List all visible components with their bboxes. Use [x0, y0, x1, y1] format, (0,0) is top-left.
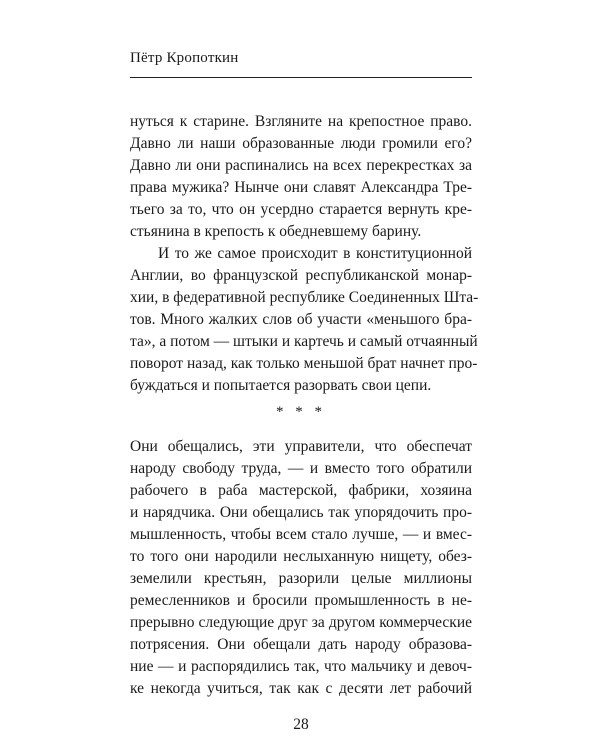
text-line: нуться к старине. Взгляните на крепостное право.: [130, 113, 472, 130]
text-line: потрясения. Они обещали дать народу образова-: [130, 636, 472, 653]
text-line: ке некогда учиться, так как с десяти лет рабочий: [130, 680, 472, 697]
text-line: Давно ли они распинались на всех перекрестках за: [130, 157, 472, 174]
text-line: тов. Много жалких слов об участи «меньшого бра-: [130, 311, 472, 328]
text-line: мышленность, чтобы всем стало лучше, — и вмес-: [130, 526, 472, 543]
text-line: Они обещались, эти управители, что обеспечат: [130, 438, 472, 455]
running-head: Пётр Кропоткин: [130, 50, 239, 66]
text-line: хии, в федеративной республике Соединенных Шта-: [130, 289, 479, 306]
text-line: Англии, во французской республиканской монар-: [130, 267, 472, 284]
text-line: поворот назад, как только меньшой брат начнет про-: [130, 355, 478, 372]
text-line: Давно ли наши образованные люди громили его?: [130, 135, 472, 152]
text-line: ремесленников и бросили промышленность в не-: [130, 592, 472, 609]
text-line: рабочего в раба мастерской, фабрики, хозяина: [130, 482, 472, 499]
text-line: то того они народили неслыханную нищету, обез-: [130, 548, 472, 565]
text-line: народу свободу труда, — и вместо того обратили: [130, 460, 472, 477]
page-number: 28: [293, 716, 309, 733]
text-line: прерывно следующие друг за другом коммерческие: [130, 614, 472, 631]
text-line: права мужика? Нынче они славят Александра Тре-: [130, 179, 472, 196]
text-line: и нарядчика. Они обещались так упорядочить про-: [130, 504, 472, 521]
text-line: буждаться и попытается разорвать свои цепи.: [130, 377, 432, 394]
text-line: И то же самое происходит в конституционной: [158, 245, 472, 262]
text-line: земелили крестьян, разорили целые миллионы: [130, 570, 472, 587]
header-rule: [130, 77, 472, 78]
text-line: стьянина в крепость к обедневшему барину.: [130, 223, 422, 240]
text-line: тьего за то, что он усердно старается вернуть кре-: [130, 201, 472, 218]
section-separator: * * *: [276, 404, 326, 420]
text-line: ние — и распорядились так, что мальчику и девоч-: [130, 658, 472, 675]
text-line: та», а потом — штыки и картечь и самый отчаянный: [130, 333, 478, 350]
